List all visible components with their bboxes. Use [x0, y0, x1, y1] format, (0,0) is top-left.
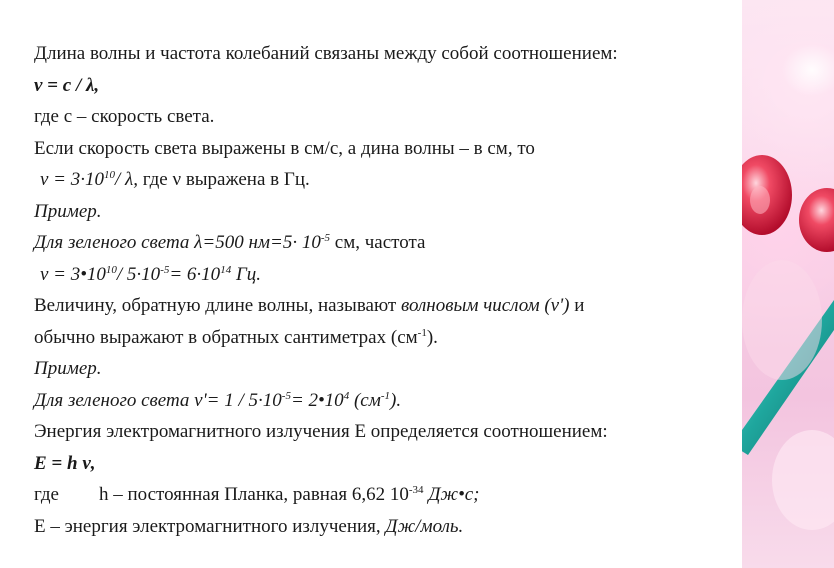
superscript: 10: [105, 263, 117, 276]
line-text: Пример.: [34, 358, 102, 379]
superscript: -5: [320, 232, 331, 244]
formula-part: Для зеленого света λ=500 нм=5· 10: [34, 232, 321, 253]
line-text: и: [569, 295, 585, 316]
line-text: Энергия электромагнитного излучения E определяется соотношением:: [34, 421, 608, 442]
text-line: [34, 416, 724, 448]
formula-part: (см: [349, 389, 381, 411]
unit-italic: Дж•с;: [423, 484, 480, 505]
line-text: см, частота: [330, 232, 426, 253]
line-text: E – энергия электромагнитного излучения,: [34, 515, 386, 537]
line-text: ).: [426, 326, 438, 348]
decorative-side-image: [742, 0, 834, 568]
decorative-flower-graphic: [742, 0, 834, 568]
formula-energy: [34, 448, 724, 480]
formula-part: ν = 3•10: [40, 263, 106, 285]
line-text: Величину, обратную длине волны, называют: [34, 295, 401, 316]
superscript: -34: [408, 484, 424, 496]
line-text: обычно выражают в обратных сантиметрах (см: [34, 326, 418, 348]
superscript: -5: [281, 389, 291, 402]
formula-text: E = h ν,: [34, 452, 96, 474]
formula-frequency: [34, 70, 724, 102]
formula-part: Для зеленого света ν'= 1 / 5·10: [34, 389, 282, 411]
formula-part: = 6·10: [169, 263, 221, 285]
term-italic: волновым числом (ν'): [400, 295, 570, 316]
text-line: [34, 511, 724, 543]
example-heading: [34, 353, 724, 385]
formula-part: ).: [390, 389, 402, 411]
text-line: [34, 479, 724, 511]
example-heading: [34, 196, 724, 228]
line-text: где: [34, 484, 59, 505]
example-line: [34, 385, 724, 417]
text-line: [34, 290, 724, 322]
formula-part: Гц.: [231, 263, 261, 285]
slide-body-text: [34, 38, 724, 542]
formula-part: = 2•10: [290, 389, 344, 411]
line-text: h – постоянная Планка, равная 6,62 10: [98, 484, 409, 505]
formula-line: [34, 164, 724, 196]
superscript: 10: [104, 169, 116, 181]
formula-part: ν = 3·10: [40, 169, 105, 190]
text-line: [34, 101, 724, 133]
line-text: где ν выражена в Гц.: [138, 169, 310, 190]
superscript: 4: [343, 389, 350, 402]
formula-part: / λ,: [115, 169, 139, 190]
intro-sentence: Длина волны и частота колебаний связаны между собой соотношением:: [34, 43, 618, 64]
formula-text: ν = c / λ,: [34, 74, 100, 96]
unit-italic: Дж/моль.: [385, 515, 464, 537]
line-text: Если скорость света выражены в см/с, а дина волны – в см, то: [34, 137, 535, 159]
line-text: где c – скорость света.: [34, 106, 215, 127]
example-line: [34, 227, 724, 259]
superscript: -5: [160, 263, 170, 276]
text-line: [34, 133, 724, 165]
line-text: Пример.: [34, 200, 102, 222]
superscript: -1: [380, 389, 390, 402]
text-line: [34, 38, 724, 70]
superscript: -1: [417, 326, 427, 339]
formula-part: / 5·10: [116, 263, 161, 285]
formula-line: [34, 259, 724, 291]
superscript: 14: [220, 263, 232, 276]
text-line: [34, 322, 724, 354]
